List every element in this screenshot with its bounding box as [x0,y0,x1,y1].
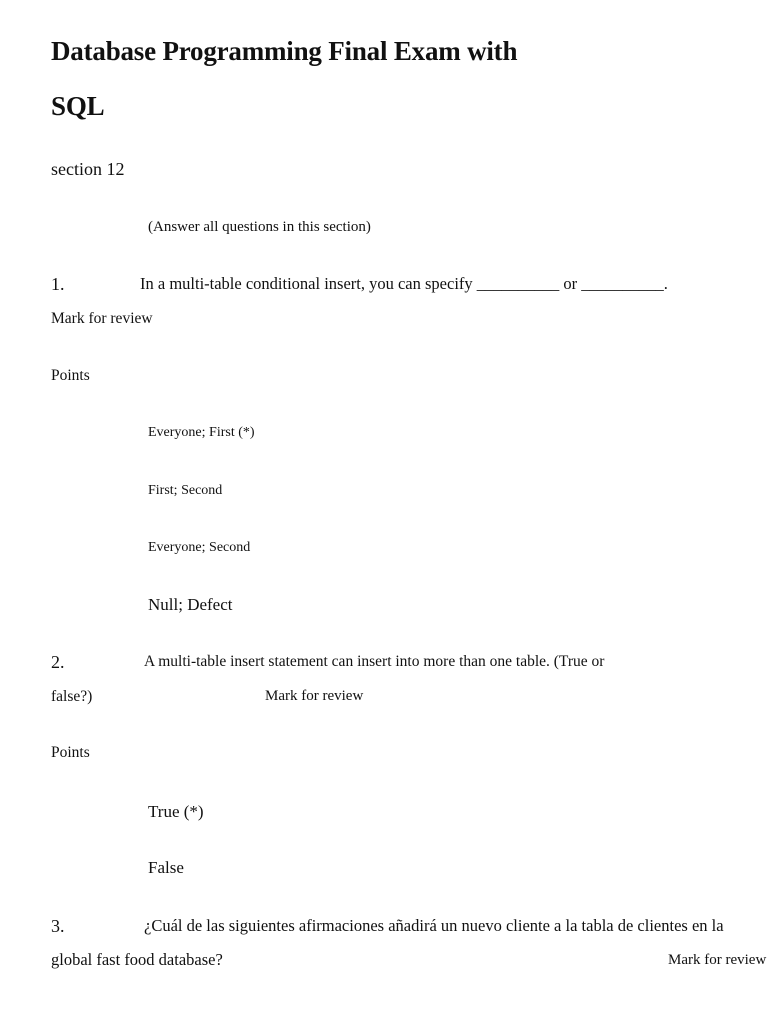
question-number: 2. [51,652,65,672]
answer-option[interactable]: First; Second [148,483,223,498]
answer-option[interactable]: Null; Defect [148,595,233,614]
answer-option[interactable]: False [148,858,184,877]
mark-for-review-link[interactable]: Mark for review [265,688,364,704]
section-instructions: (Answer all questions in this section) [148,219,371,235]
points-label: Points [51,367,90,384]
page-title-line-2: SQL [51,91,105,121]
answer-option[interactable]: Everyone; Second [148,540,251,555]
mark-for-review-link[interactable]: Mark for review [51,310,153,327]
question-number: 1. [51,274,65,294]
question-number: 3. [51,916,65,936]
question-text-line-1: ¿Cuál de las siguientes afirmaciones añadirá un nuevo cliente a la tabla de clientes en la [144,916,724,935]
question-text-line-1: A multi-table insert statement can insert into more than one table. (True or [144,653,605,670]
answer-option[interactable]: True (*) [148,802,204,821]
question-text: In a multi-table conditional insert, you can specify __________ or __________. [140,274,668,293]
page-title-line-1: Database Programming Final Exam with [51,36,518,66]
section-heading: section 12 [51,159,125,179]
mark-for-review-link[interactable]: Mark for review [668,952,767,968]
question-text-line-2: global fast food database? [51,950,223,969]
question-text-line-2: false?) [51,688,93,705]
points-label: Points [51,744,90,761]
answer-option[interactable]: Everyone; First (*) [148,425,255,440]
